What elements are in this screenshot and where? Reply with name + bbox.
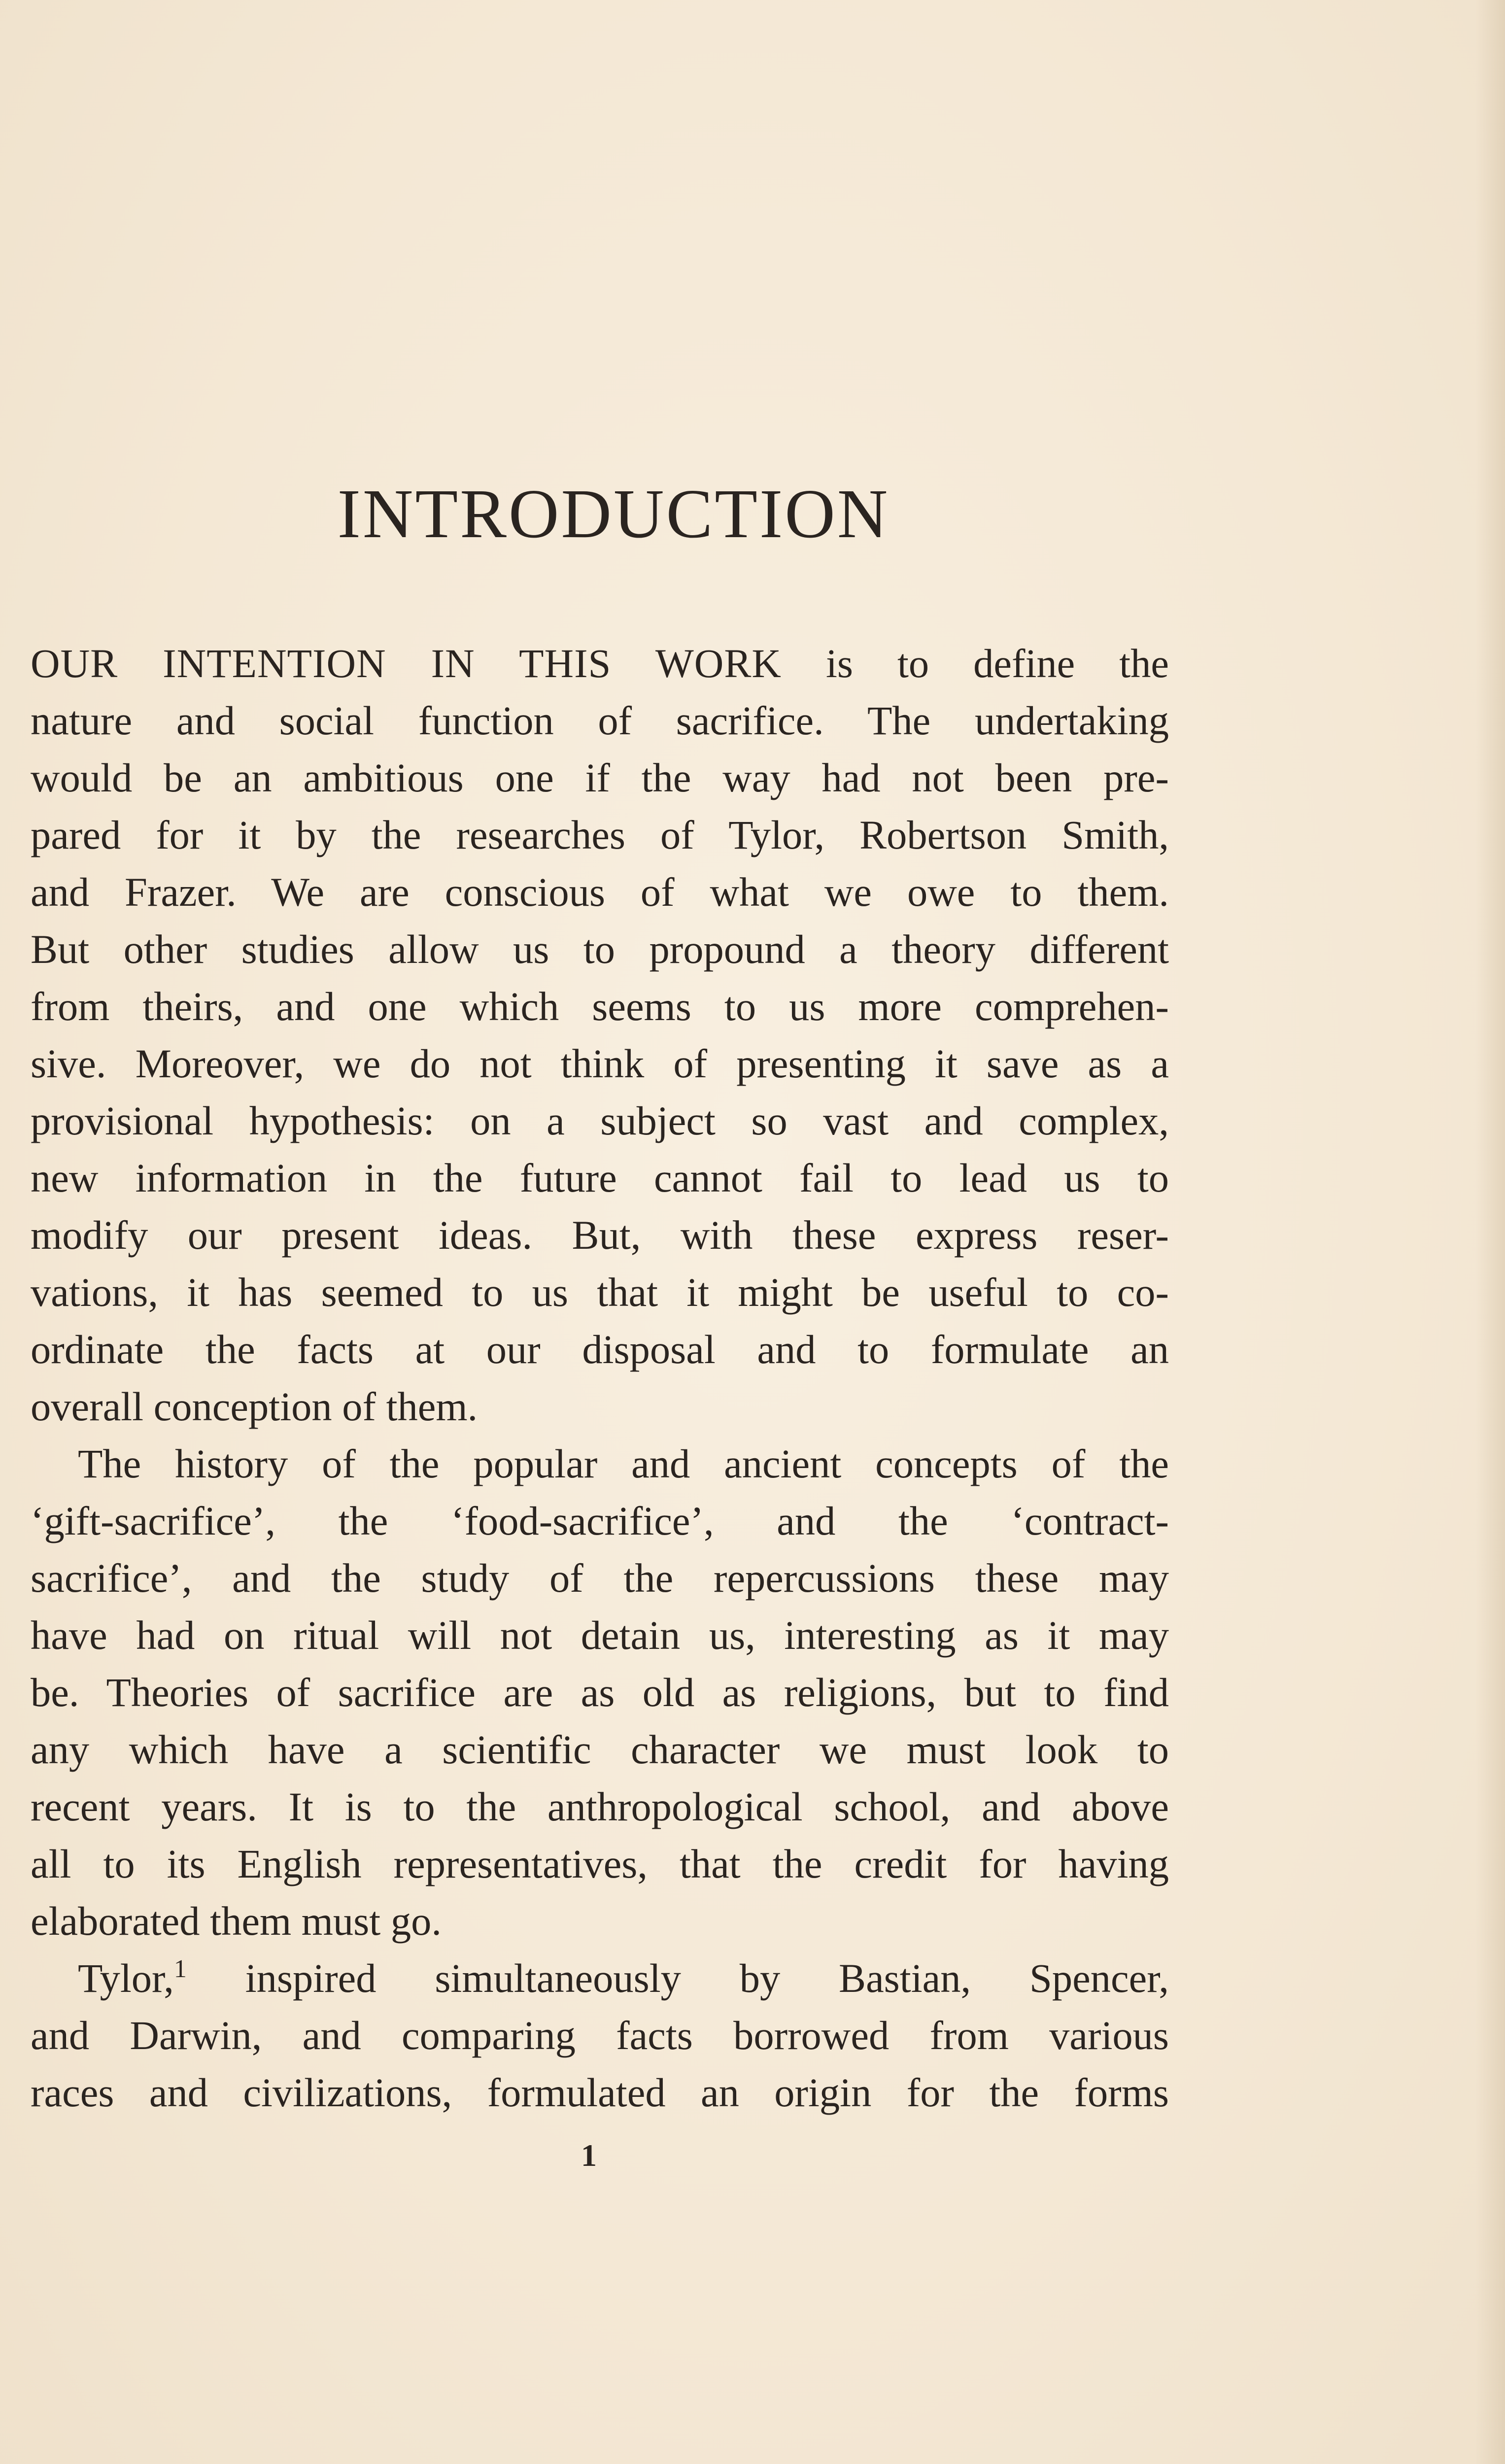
text-line: be. Theories of sacrifice are as old as religions, but to find bbox=[31, 1670, 1169, 1715]
body-text bbox=[31, 635, 1169, 2121]
text-line: elaborated them must go. bbox=[31, 1898, 442, 1944]
text-line: vations, it has seemed to us that it might be useful to co- bbox=[31, 1269, 1169, 1315]
text-line: Tylor,$^1$ inspired simultaneously by Bastian, Spencer, bbox=[78, 1955, 1169, 2001]
text-line: OUR INTENTION IN THIS WORK is to define the bbox=[31, 641, 1169, 686]
text-line: would be an ambitious one if the way had not been pre- bbox=[31, 755, 1169, 800]
text-line: overall conception of them. bbox=[31, 1384, 478, 1429]
text-line: But other studies allow us to propound a theory different bbox=[31, 926, 1169, 972]
text-line: The history of the popular and ancient concepts of the bbox=[78, 1441, 1169, 1486]
text-line: races and civilizations, formulated an origin for the forms bbox=[31, 2070, 1169, 2115]
text-line: and Darwin, and comparing facts borrowed from various bbox=[31, 2013, 1169, 2058]
text-line: from theirs, and one which seems to us more comprehen- bbox=[31, 984, 1169, 1029]
text-line: nature and social function of sacrifice. The undertaking bbox=[31, 698, 1169, 743]
text-line: have had on ritual will not detain us, interesting as it may bbox=[31, 1612, 1169, 1658]
page-number: 1 bbox=[581, 2138, 597, 2173]
text-line: ‘gift-sacrifice’, the ‘food-sacrifice’, and the ‘contract- bbox=[31, 1498, 1169, 1543]
text-line: sacrifice’, and the study of the repercussions these may bbox=[31, 1555, 1169, 1601]
text-line: new information in the future cannot fail to lead us to bbox=[31, 1155, 1169, 1200]
text-line: all to its English representatives, that the credit for having bbox=[31, 1841, 1169, 1886]
text-line: provisional hypothesis: on a subject so vast and complex, bbox=[31, 1098, 1169, 1143]
text-line: ordinate the facts at our disposal and to formulate an bbox=[31, 1327, 1169, 1372]
chapter-heading: INTRODUCTION bbox=[337, 475, 890, 552]
text-line: any which have a scientific character we must look to bbox=[31, 1727, 1169, 1772]
text-line: and Frazer. We are conscious of what we owe to them. bbox=[31, 869, 1169, 915]
text-line: pared for it by the researches of Tylor, Robertson Smith, bbox=[31, 812, 1169, 857]
text-line: modify our present ideas. But, with these express reser- bbox=[31, 1212, 1169, 1258]
text-line: recent years. It is to the anthropological school, and above bbox=[31, 1784, 1169, 1829]
footnote-ref[interactable]: 1 bbox=[173, 1955, 187, 1983]
opening-small-caps: OUR INTENTION IN THIS WORK bbox=[31, 641, 782, 686]
text-line: sive. Moreover, we do not think of presenting it save as a bbox=[31, 1041, 1169, 1086]
page-edge-shadow bbox=[1475, 0, 1505, 2464]
